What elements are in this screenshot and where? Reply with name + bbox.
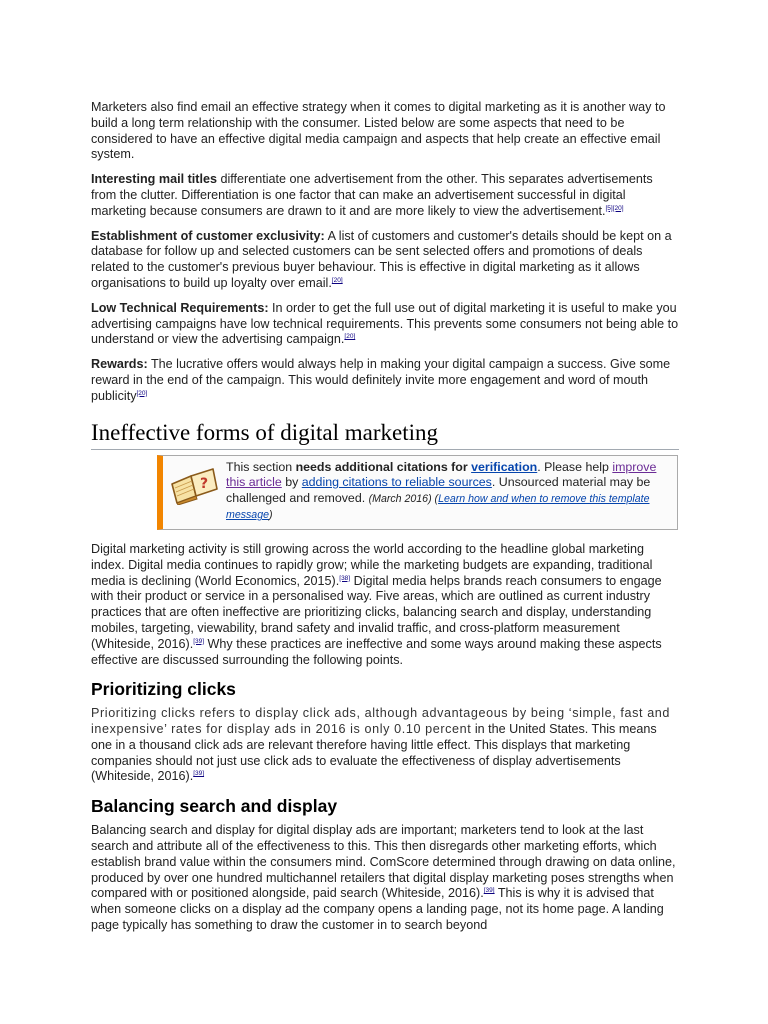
item-text: In order to get the full use out of digital marketing it is useful to make you advertising campaigns have low technical requirements. This prevents some consumers not being able to understand or view the advertising campaign. xyxy=(91,300,679,347)
citation-link[interactable]: [39] xyxy=(193,637,205,645)
notice-text-part: This section xyxy=(226,459,296,474)
body-paragraph xyxy=(91,542,679,668)
item-text: differentiate one advertisement from the other. This separates advertisements from the clutter. Differentiation is one factor that can make an advertisement successful in digital marketing because consumers are drawn to it and are more likely to view the advertisement. xyxy=(91,172,653,218)
paragraph-text: Prioritizing clicks refers to display click ads, although advantageous by being ‘simple, fast and inexpensive’ rates for display ads in 2016 is only 0.10 percent xyxy=(91,706,671,737)
item-term: Interesting mail titles xyxy=(91,172,217,187)
paragraph-text: This is why it is advised that when someone clicks on a display ad the company opens a landing page, not its home page. A landing page typically has something to draw the customer in to search beyond xyxy=(91,886,664,933)
paragraph-text: Balancing search and display for digital display ads are important; marketers tend to look at the last search and attribute all of the effectiveness to this. This then disregards other marketing efforts, which establish brand value within the consumers mind. ComScore determined through drawing on data online, produced by over one hundred multichannel retailers that digital display marketing poses strengths when compared with or positioned alongside, paid search (Whiteside, 2016). xyxy=(91,823,676,901)
notice-text-part: . Unsourced material may be challenged and removed. xyxy=(226,475,651,505)
svg-text:?: ? xyxy=(200,475,209,492)
notice-text xyxy=(226,456,677,529)
paragraph-text: Digital marketing activity is still growing across the world according to the headline global marketing index. Digital media continues to rapidly grow; while the marketing budgets are expanding, traditional media is declining (World Economics, 2015). xyxy=(91,541,653,588)
item-term: Establishment of customer exclusivity: xyxy=(91,228,325,243)
section-heading: Ineffective forms of digital marketing xyxy=(91,419,679,450)
list-item xyxy=(91,357,679,404)
item-term: Rewards: xyxy=(91,357,148,372)
paragraph-text: in the United States. This means one in a thousand click ads are relevant therefore having little effect. This displays that marketing companies should not just use click ads to evaluate the effectiveness of display advertisements (Whiteside, 2016). xyxy=(91,722,657,784)
list-item xyxy=(91,172,679,219)
notice-text-part: ( xyxy=(431,492,439,505)
paragraph-text: Digital media helps brands reach consumers to engage with their product or service in a personalised way. Five areas, which are outlined as current industry practices that are often ineffective are prioritizing clicks, balancing search and display, understanding mobiles, targeting, viewability, brand safety and invalid traffic, and cross-platform measurement (Whiteside, 2016). xyxy=(91,573,662,651)
open-book-question-icon xyxy=(169,465,219,505)
citation-link[interactable]: [20] xyxy=(344,333,356,341)
notice-text-part: ) xyxy=(269,509,273,522)
intro-paragraph: Marketers also find email an effective strategy when it comes to digital marketing as it is another way to build a long term relationship with the consumer. Listed below are some aspects that need to be considered to have an effective digital media campaign and aspects that help create an effective email system. xyxy=(91,100,666,162)
citation-notice-box xyxy=(157,455,678,530)
improve-article-link[interactable]: improve this article xyxy=(226,459,657,490)
subsection-heading-balancing-search-display: Balancing search and display xyxy=(91,796,338,817)
balancing-paragraph xyxy=(91,823,679,934)
verification-link[interactable]: verification xyxy=(471,459,538,474)
notice-text-part: . Please help xyxy=(537,459,613,474)
item-term: Low Technical Requirements: xyxy=(91,300,269,315)
adding-citations-link[interactable]: adding citations to reliable sources xyxy=(301,475,492,490)
paragraph-text: Why these practices are ineffective and some ways around making these aspects effective are discussed surrounding the following points. xyxy=(91,636,662,667)
article-content xyxy=(91,100,679,943)
item-text: The lucrative offers would always help in making your digital campaign a success. Give some reward in the end of the campaign. This would definitely invite more engagement and word of mouth publicity xyxy=(91,357,671,403)
citation-link[interactable]: [20] xyxy=(331,276,343,284)
citation-link[interactable]: [39] xyxy=(193,770,205,778)
list-item xyxy=(91,301,679,348)
notice-date: (March 2016) xyxy=(368,492,432,505)
citation-link[interactable]: [20] xyxy=(136,389,148,397)
item-text: A list of customers and customer's details should be kept on a database for follow up and selected customers can be sent selected offers and promotions of deals related to the customer's previous buyer behaviour. This is effective in digital marketing as it allows organisations to build up loyalty over email. xyxy=(91,228,672,290)
subsection-heading-prioritizing-clicks: Prioritizing clicks xyxy=(91,679,236,700)
list-item xyxy=(91,229,679,292)
citation-link[interactable]: [38] xyxy=(339,574,351,582)
notice-bold-text: needs additional citations for xyxy=(295,459,472,474)
notice-text-part: by xyxy=(281,475,302,490)
remove-template-message-link[interactable]: Learn how and when to remove this template message xyxy=(226,492,650,522)
citation-link[interactable]: [39] xyxy=(483,887,495,895)
citation-link[interactable]: [5][20] xyxy=(605,204,624,212)
prioritizing-paragraph xyxy=(91,706,679,785)
